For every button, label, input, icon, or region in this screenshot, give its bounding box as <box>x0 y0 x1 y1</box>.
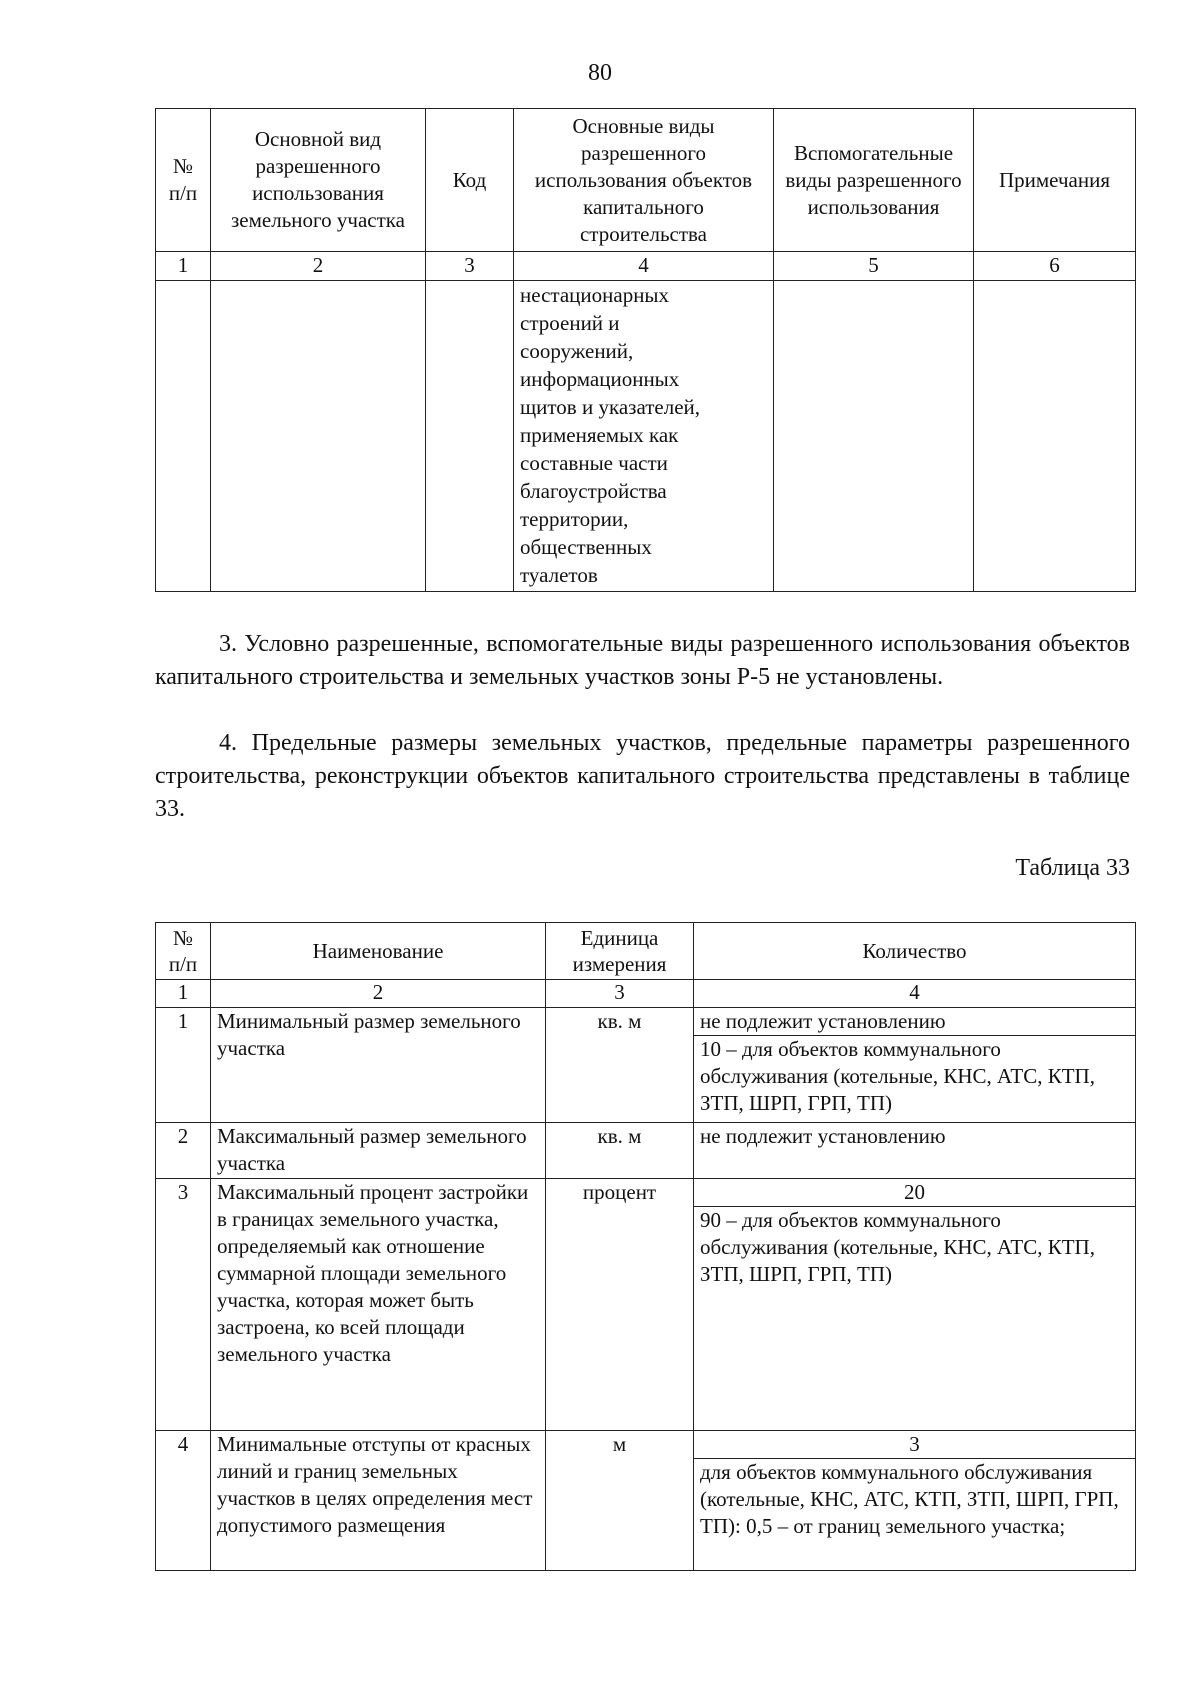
table-row <box>156 1431 1136 1571</box>
row-unit: кв. м <box>546 1008 694 1123</box>
table-row <box>156 1008 1136 1123</box>
column-number: 3 <box>426 252 514 281</box>
row-number: 3 <box>156 1179 211 1431</box>
row-unit: м <box>546 1431 694 1571</box>
row-number: 1 <box>156 1008 211 1123</box>
column-number: 4 <box>694 980 1136 1008</box>
table-cell <box>156 281 211 592</box>
column-number: 2 <box>211 980 546 1008</box>
header-cell: Основной вид разрешенного использования земельного участка <box>211 109 426 252</box>
row-unit: процент <box>546 1179 694 1431</box>
table-cell <box>974 281 1136 592</box>
table-row <box>156 1179 1136 1431</box>
paragraph-3-text: 3. Условно разрешенные, вспомогательные виды разрешенного использования объектов капитального строительства и земельных участков зоны Р-5 не установлены. <box>155 631 1130 690</box>
header-cell: Основные виды разрешенного использования объектов капитального строительства <box>514 109 774 252</box>
quantity-main: не подлежит установлению <box>700 1124 946 1148</box>
row-name: Минимальный размер земельного участка <box>211 1008 546 1123</box>
table-cell <box>211 281 426 592</box>
column-number: 6 <box>974 252 1136 281</box>
table-cell: нестационарных строений и сооружений, информационных щитов и указателей, применяемых как составные части благоустройства территории, общественных туалетов <box>514 281 774 592</box>
table-row <box>156 281 1136 592</box>
header-cell: № п/п <box>156 923 211 980</box>
quantity-extra: для объектов коммунального обслуживания (котельные, КНС, АТС, КТП, ЗТП, ШРП, ГРП, ТП): 0,5 – от границ земельного участка; <box>694 1458 1135 1540</box>
parameters-table <box>155 922 1136 1571</box>
quantity-main: не подлежит установлению <box>700 1009 946 1033</box>
column-number: 2 <box>211 252 426 281</box>
quantity-main: 20 <box>904 1180 925 1204</box>
table-header-row <box>156 109 1136 252</box>
table-cell <box>774 281 974 592</box>
row-unit: кв. м <box>546 1123 694 1179</box>
column-number: 4 <box>514 252 774 281</box>
header-cell: Код <box>426 109 514 252</box>
header-cell: Вспомогательные виды разрешенного использования <box>774 109 974 252</box>
paragraph-4-text: 4. Предельные размеры земельных участков, предельные параметры разрешенного строительства, реконструкции объектов капитального строительства представлены в таблице 33. <box>155 730 1130 822</box>
paragraph-3 <box>155 628 1130 694</box>
row-quantity <box>694 1179 1136 1431</box>
row-number: 4 <box>156 1431 211 1571</box>
row-quantity <box>694 1008 1136 1123</box>
header-cell: Примечания <box>974 109 1136 252</box>
table-caption: Таблица 33 <box>1015 855 1130 881</box>
page-number: 80 <box>588 60 612 86</box>
header-cell: Количество <box>694 923 1136 980</box>
column-number: 1 <box>156 980 211 1008</box>
row-number: 2 <box>156 1123 211 1179</box>
header-cell: № п/п <box>156 109 211 252</box>
table-row <box>156 1123 1136 1179</box>
quantity-extra: 90 – для объектов коммунального обслуживания (котельные, КНС, АТС, КТП, ЗТП, ШРП, ГРП, ТП) <box>694 1206 1135 1288</box>
column-number-row <box>156 252 1136 281</box>
column-number: 3 <box>546 980 694 1008</box>
table-cell <box>426 281 514 592</box>
quantity-main: 3 <box>909 1432 920 1456</box>
header-cell: Наименование <box>211 923 546 980</box>
column-number: 5 <box>774 252 974 281</box>
row-quantity <box>694 1431 1136 1571</box>
header-cell: Единица измерения <box>546 923 694 980</box>
quantity-extra: 10 – для объектов коммунального обслуживания (котельные, КНС, АТС, КТП, ЗТП, ШРП, ГРП, ТП) <box>694 1035 1135 1117</box>
permitted-use-table <box>155 108 1136 592</box>
row-quantity <box>694 1123 1136 1179</box>
row-name: Минимальные отступы от красных линий и границ земельных участков в целях определения мест допустимого размещения <box>211 1431 546 1571</box>
paragraph-4 <box>155 727 1130 826</box>
column-number-row <box>156 980 1136 1008</box>
table-header-row <box>156 923 1136 980</box>
column-number: 1 <box>156 252 211 281</box>
row-name: Максимальный размер земельного участка <box>211 1123 546 1179</box>
row-name: Максимальный процент застройки в границах земельного участка, определяемый как отношение суммарной площади земельного участка, которая может быть застроена, ко всей площади земельного участка <box>211 1179 546 1431</box>
